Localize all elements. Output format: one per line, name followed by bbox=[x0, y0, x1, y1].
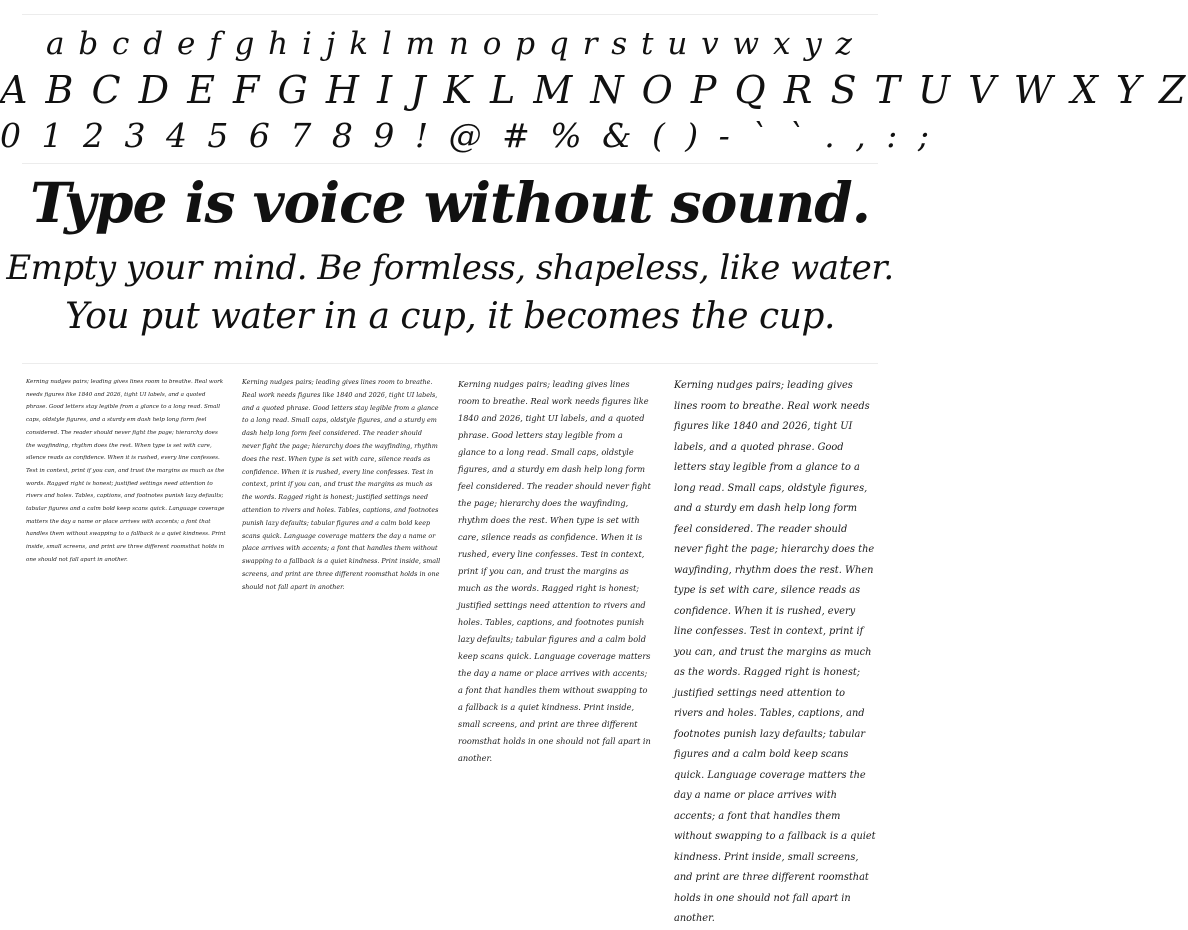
headline-line-2: Empty your mind. Be formless, shapeless, like water. bbox=[6, 248, 894, 288]
lowercase-alphabet-row: a b c d e f g h i j k l m n o p q r s t u v w x y z bbox=[46, 26, 854, 62]
divider-top bbox=[22, 14, 878, 15]
body-sample-text-medium: Kerning nudges pairs; leading gives lines room to breathe. Real work needs figures like 1840 and 2026, tight UI labels, and a quoted phrase. Good letters stay legible from a glance to a long read. Small caps, oldstyle figures, and a sturdy em dash help long form feel considered. The reader should never fight the page; hierarchy does the wayfinding, rhythm does the rest. When type is set with care, silence reads as confidence. When it is rushed, every line confesses. Test in context, print if you can, and trust the margins as much as the words. Ragged right is honest; justified settings need attention to rivers and holes. Tables, captions, and footnotes punish lazy defaults; tabular figures and a calm bold keep scans quick. Language coverage matters the day a name or place arrives with accents; a font that handles them without swapping to a fallback is a quiet kindness. Print inside, small screens, and print are three different roomsthat holds in one should not fall apart in another. bbox=[458, 379, 651, 763]
headline-line-1: Type is voice without sound. bbox=[30, 170, 870, 235]
body-sample-text-smallest: Kerning nudges pairs; leading gives lines room to breathe. Real work needs figures like 1840 and 2026, tight UI labels, and a quoted phrase. Good letters stay legible from a glance to a long read. Small caps, oldstyle figures, and a sturdy em dash help long form feel considered. The reader should never fight the page; hierarchy does the wayfinding, rhythm does the rest. When type is set with care, silence reads as confidence. When it is rushed, every line confesses. Test in context, print if you can, and trust the margins as much as the words. Ragged right is honest; justified settings need attention to rivers and holes. Tables, captions, and footnotes punish lazy defaults; tabular figures and a calm bold keep scans quick. Language coverage matters the day a name or place arrives with accents; a font that handles them without swapping to a fallback is a quiet kindness. Print inside, small screens, and print are three different roomsthat holds in one should not fall apart in another. bbox=[26, 379, 226, 563]
divider-lower bbox=[22, 363, 878, 364]
body-sample-column-2 bbox=[242, 376, 442, 591]
body-sample-text-small: Kerning nudges pairs; leading gives lines room to breathe. Real work needs figures like 1840 and 2026, tight UI labels, and a quoted phrase. Good letters stay legible from a glance to a long read. Small caps, oldstyle figures, and a sturdy em dash help long form feel considered. The reader should never fight the page; hierarchy does the wayfinding, rhythm does the rest. When type is set with care, silence reads as confidence. When it is rushed, every line confesses. Test in context, print if you can, and trust the margins as much as the words. Ragged right is honest; justified settings need attention to rivers and holes. Tables, captions, and footnotes punish lazy defaults; tabular figures and a calm bold keep scans quick. Language coverage matters the day a name or place arrives with accents; a font that handles them without swapping to a fallback is a quiet kindness. Print inside, small screens, and print are three different roomsthat holds in one should not fall apart in another. bbox=[242, 378, 441, 591]
divider-middle bbox=[22, 163, 878, 164]
body-sample-text-large: Kerning nudges pairs; leading gives lines room to breathe. Real work needs figures like 1840 and 2026, tight UI labels, and a quoted phrase. Good letters stay legible from a glance to a long read. Small caps, oldstyle figures, and a sturdy em dash help long form feel considered. The reader should never fight the page; hierarchy does the wayfinding, rhythm does the rest. When type is set with care, silence reads as confidence. When it is rushed, every line confesses. Test in context, print if you can, and trust the margins as much as the words. Ragged right is honest; justified settings need attention to rivers and holes. Tables, captions, and footnotes punish lazy defaults; tabular figures and a calm bold keep scans quick. Language coverage matters the day a name or place arrives with accents; a font that handles them without swapping to a fallback is a quiet kindness. Print inside, small screens, and print are three different roomsthat holds in one should not fall apart in another. bbox=[674, 380, 876, 924]
headline-line-3: You put water in a cup, it becomes the cup. bbox=[65, 296, 835, 337]
body-sample-column-4 bbox=[674, 376, 876, 924]
body-sample-column-1 bbox=[26, 376, 226, 563]
uppercase-alphabet-row: A B C D E F G H I J K L M N O P Q R S T U V W X Y Z bbox=[0, 68, 1188, 112]
body-sample-column-3 bbox=[458, 376, 652, 763]
numerals-punctuation-row: 0 1 2 3 4 5 6 7 8 9 ! @ # % & ( ) - ` ` . , : ; bbox=[0, 116, 934, 155]
